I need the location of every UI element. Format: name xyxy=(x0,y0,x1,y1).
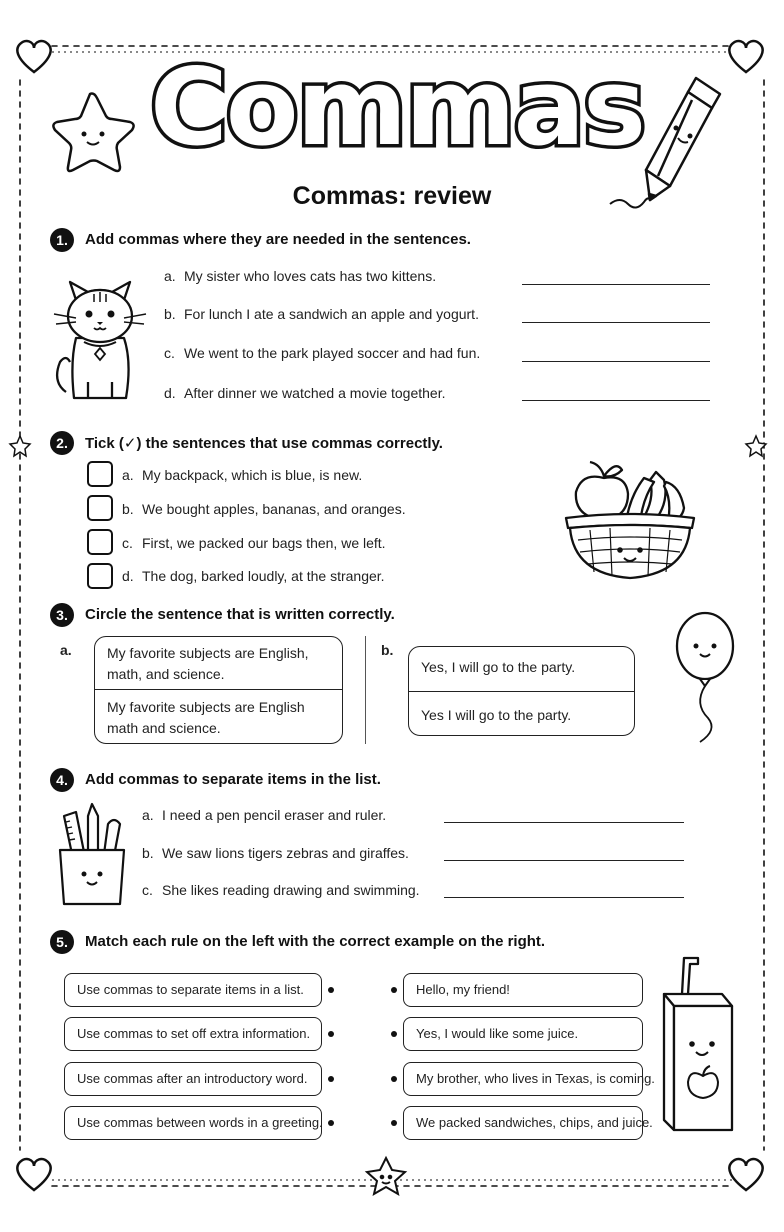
q5-rule-1-dot[interactable] xyxy=(328,987,334,993)
q3-option-b-letter: b. xyxy=(381,642,394,658)
q5-rule-1[interactable]: Use commas to separate items in a list. xyxy=(64,973,322,1007)
q5-example-1[interactable]: Hello, my friend! xyxy=(403,973,643,1007)
question-5-number: 5 . xyxy=(50,930,74,954)
q2-item-a: a. My backpack, which is blue, is new. xyxy=(122,467,363,483)
star-icon xyxy=(46,88,138,174)
q1-answer-line-b[interactable] xyxy=(522,322,710,323)
q3-divider xyxy=(365,636,366,744)
q2-checkbox-c[interactable] xyxy=(87,529,113,555)
question-3-instruction: Circle the sentence that is written correctly. xyxy=(85,606,395,623)
q1-answer-line-c[interactable] xyxy=(522,361,710,362)
question-2-number: 2 . xyxy=(50,431,74,455)
q5-example-4-dot[interactable] xyxy=(391,1120,397,1126)
question-4-number: 4 . xyxy=(50,768,74,792)
balloon-icon xyxy=(670,608,740,748)
q3-option-b-card[interactable] xyxy=(408,646,635,736)
q2-item-c: c. First, we packed our bags then, we left. xyxy=(122,535,386,551)
q1-item-a: a. My sister who loves cats has two kittens. xyxy=(164,268,437,284)
q3-option-a-sentence-1[interactable]: My favorite subjects are English, math, and science. xyxy=(107,645,309,682)
q1-item-b: b. For lunch I ate a sandwich an apple and yogurt. xyxy=(164,306,479,322)
q1-answer-line-d[interactable] xyxy=(522,400,710,401)
q4-answer-line-b[interactable] xyxy=(444,860,684,861)
q5-rule-4-dot[interactable] xyxy=(328,1120,334,1126)
q2-item-b: b. We bought apples, bananas, and oranges. xyxy=(122,501,406,517)
question-1-instruction: Add commas where they are needed in the sentences. xyxy=(85,231,471,248)
q5-rule-2[interactable]: Use commas to set off extra information. xyxy=(64,1017,322,1051)
q4-item-c: c. She likes reading drawing and swimming. xyxy=(142,882,420,898)
q5-example-2[interactable]: Yes, I would like some juice. xyxy=(403,1017,643,1051)
q4-item-b: b. We saw lions tigers zebras and giraffes. xyxy=(142,845,409,861)
q2-item-d: d. The dog, barked loudly, at the stranger. xyxy=(122,568,385,584)
q1-answer-line-a[interactable] xyxy=(522,284,710,285)
q5-example-1-dot[interactable] xyxy=(391,987,397,993)
question-4-instruction: Add commas to separate items in the list. xyxy=(85,771,381,788)
q4-answer-line-a[interactable] xyxy=(444,822,684,823)
q3-option-b-sentence-1[interactable]: Yes, I will go to the party. xyxy=(421,659,576,675)
cat-icon xyxy=(48,262,158,412)
q5-rule-3[interactable]: Use commas after an introductory word. xyxy=(64,1062,322,1096)
worksheet-title: Commas xyxy=(150,46,645,169)
q3-option-b-sentence-2[interactable]: Yes I will go to the party. xyxy=(421,707,572,723)
question-5-instruction: Match each rule on the left with the correct example on the right. xyxy=(85,933,546,950)
juice-box-icon xyxy=(656,954,740,1138)
question-2-instruction: Tick (✓) the sentences that use commas correctly. xyxy=(85,435,443,452)
fruit-basket-icon xyxy=(560,456,700,584)
q5-example-3-dot[interactable] xyxy=(391,1076,397,1082)
q2-checkbox-a[interactable] xyxy=(87,461,113,487)
q1-item-c: c. We went to the park played soccer and had fun. xyxy=(164,345,481,361)
q4-item-a: a. I need a pen pencil eraser and ruler. xyxy=(142,807,387,823)
q5-rule-3-dot[interactable] xyxy=(328,1076,334,1082)
q2-checkbox-d[interactable] xyxy=(87,563,113,589)
q5-example-2-dot[interactable] xyxy=(391,1031,397,1037)
q3-option-a-sentence-2[interactable]: My favorite subjects are English math and science. xyxy=(107,699,305,736)
q5-example-4[interactable]: We packed sandwiches, chips, and juice. xyxy=(403,1106,643,1140)
q5-rule-2-dot[interactable] xyxy=(328,1031,334,1037)
pencil-cup-icon xyxy=(52,802,132,910)
worksheet-subtitle: Commas: review xyxy=(292,182,492,210)
question-1-number: 1 . xyxy=(50,228,74,252)
q1-item-d: d. After dinner we watched a movie together. xyxy=(164,385,446,401)
q3-option-a-letter: a. xyxy=(60,642,72,658)
q5-rule-4[interactable]: Use commas between words in a greeting. xyxy=(64,1106,322,1140)
q3-option-a-card[interactable] xyxy=(94,636,343,744)
q4-answer-line-c[interactable] xyxy=(444,897,684,898)
q2-checkbox-b[interactable] xyxy=(87,495,113,521)
q5-example-3[interactable]: My brother, who lives in Texas, is coming. xyxy=(403,1062,643,1096)
question-3-number: 3 . xyxy=(50,603,74,627)
pencil-icon xyxy=(600,68,740,218)
